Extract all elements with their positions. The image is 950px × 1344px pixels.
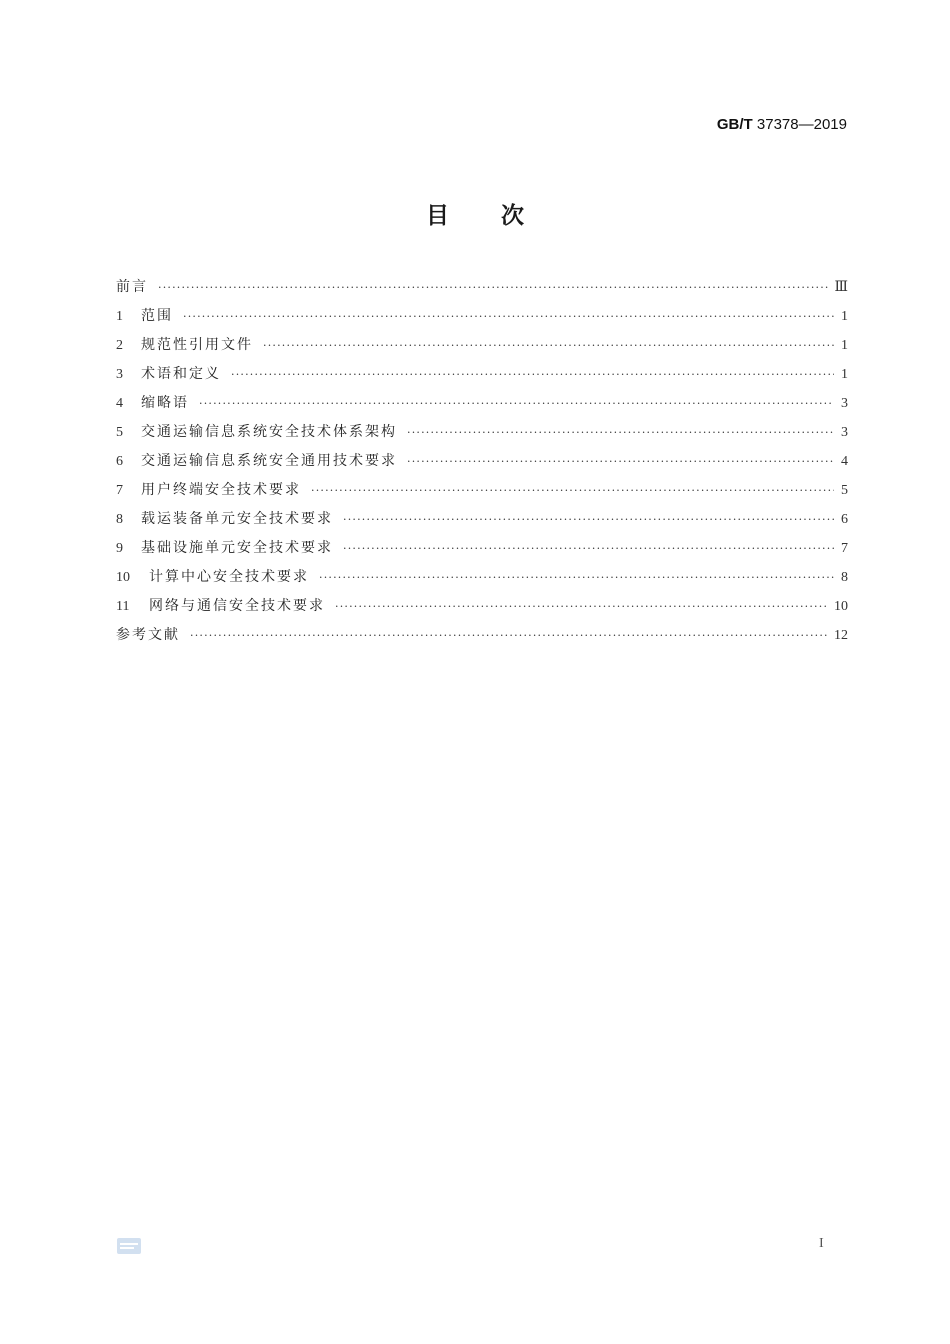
toc-page-number: 1 [841,367,848,382]
toc-number: 6 [116,454,123,469]
toc-leader-dots [335,597,828,617]
toc-page-number: 12 [834,628,848,643]
toc-leader-dots [231,365,834,385]
toc-page-number: 10 [834,599,848,614]
toc-leader-dots [343,510,834,530]
toc-number: 1 [116,309,123,324]
toc-page-number: 3 [841,425,848,440]
toc-label: 范围 [141,308,173,324]
standard-number: 37378—2019 [756,116,847,133]
toc-number: 4 [116,396,123,411]
toc-leader-dots [311,481,834,501]
toc-page-number: 1 [841,338,848,353]
standard-code [717,116,847,133]
toc-entry-5[interactable] [116,422,848,451]
toc-entry-10[interactable] [116,567,848,596]
toc-entry-3[interactable] [116,364,848,393]
toc-leader-dots [183,307,834,327]
toc-label: 参考文献 [116,627,180,643]
toc-leader-dots [407,452,834,472]
page-title [0,197,950,230]
toc-label: 用户终端安全技术要求 [141,482,301,498]
toc-number: 5 [116,425,123,440]
toc-number: 9 [116,541,123,556]
toc-number: 3 [116,367,123,382]
table-of-contents [116,277,848,654]
toc-label: 载运装备单元安全技术要求 [141,511,333,527]
toc-page-number: 6 [841,512,848,527]
toc-entry-8[interactable] [116,509,848,538]
toc-page-number: 5 [841,483,848,498]
toc-page-number: Ⅲ [834,280,848,295]
toc-label: 规范性引用文件 [141,337,253,353]
toc-leader-dots [190,626,828,646]
toc-label: 前言 [116,279,148,295]
page-number: I [819,1236,824,1251]
toc-label: 术语和定义 [141,366,221,382]
toc-entry-1[interactable] [116,306,848,335]
toc-leader-dots [158,278,828,298]
toc-number: 11 [116,599,130,614]
toc-entry-foreword[interactable] [116,277,848,306]
toc-leader-dots [263,336,834,356]
toc-leader-dots [407,423,834,443]
toc-number: 10 [116,570,130,585]
toc-label: 交通运输信息系统安全通用技术要求 [141,453,397,469]
toc-label: 缩略语 [141,395,189,411]
toc-label: 基础设施单元安全技术要求 [141,540,333,556]
toc-entry-11[interactable] [116,596,848,625]
toc-entry-bibliography[interactable] [116,625,848,654]
toc-page-number: 3 [841,396,848,411]
title-char-1: 目 [426,203,449,229]
toc-label: 交通运输信息系统安全技术体系架构 [141,424,397,440]
toc-leader-dots [199,394,834,414]
toc-leader-dots [319,568,834,588]
standard-prefix: GB/T [716,116,753,133]
toc-number: 2 [116,338,123,353]
toc-entry-4[interactable] [116,393,848,422]
toc-page-number: 4 [841,454,848,469]
toc-entry-9[interactable] [116,538,848,567]
toc-page-number: 7 [841,541,848,556]
toc-page-number: 8 [841,570,848,585]
toc-label: 计算中心安全技术要求 [149,569,309,585]
toc-entry-6[interactable] [116,451,848,480]
toc-number: 7 [116,483,123,498]
toc-leader-dots [343,539,834,559]
publisher-logo-icon [116,1235,142,1257]
toc-page-number: 1 [841,309,848,324]
toc-entry-2[interactable] [116,335,848,364]
toc-entry-7[interactable] [116,480,848,509]
title-char-2: 次 [501,203,524,229]
toc-number: 8 [116,512,123,527]
toc-label: 网络与通信安全技术要求 [149,598,325,614]
